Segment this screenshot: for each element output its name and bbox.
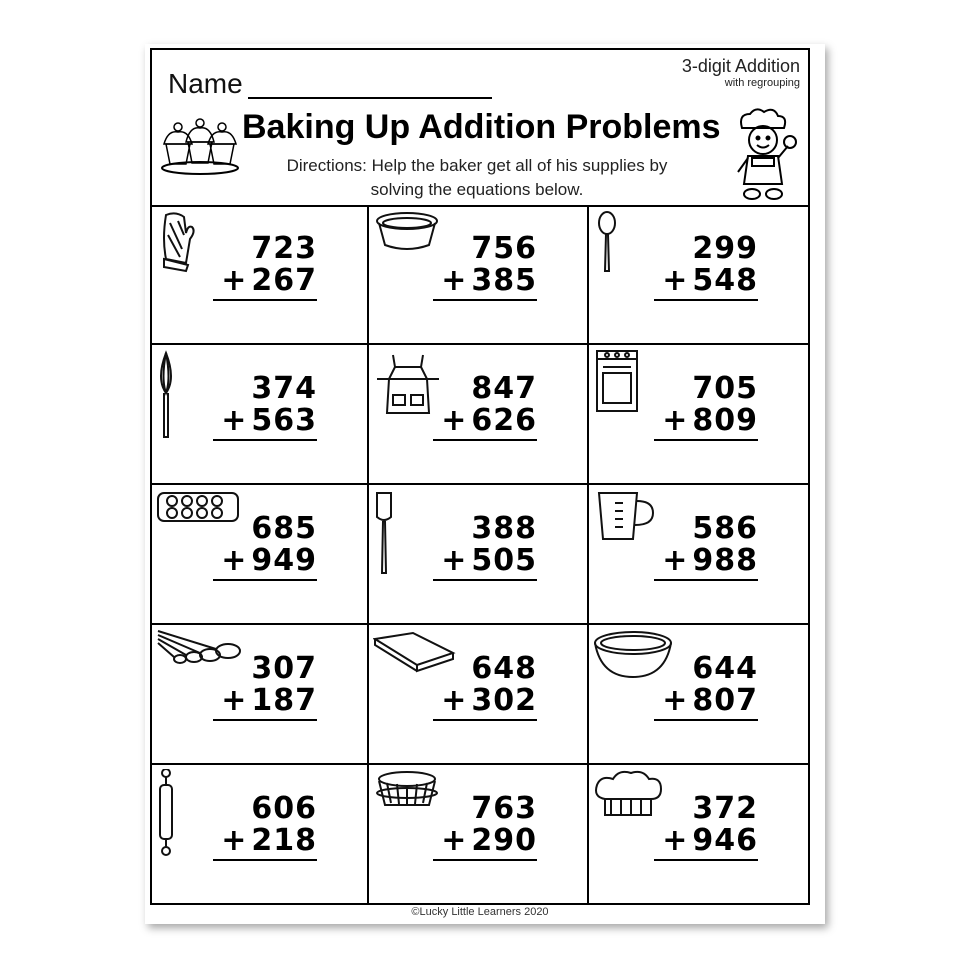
addend-bottom: 302 — [471, 683, 537, 718]
addend-bottom-row — [213, 545, 317, 581]
plus-sign: + — [441, 823, 468, 858]
addend-bottom-row — [654, 405, 758, 441]
addition-problem — [654, 233, 758, 301]
addition-problem — [433, 373, 537, 441]
problem-cell — [589, 625, 808, 765]
plus-sign: + — [662, 683, 689, 718]
cupcakes-icon — [160, 116, 240, 176]
addend-bottom: 218 — [251, 823, 317, 858]
addition-problem — [654, 793, 758, 861]
plus-sign: + — [221, 543, 248, 578]
problem-cell — [369, 205, 589, 345]
problem-cell — [589, 345, 808, 485]
addition-problem — [433, 513, 537, 581]
addend-top: 723 — [251, 231, 317, 266]
addition-problem — [213, 793, 317, 861]
addend-top: 644 — [692, 651, 758, 686]
topic-label — [682, 56, 800, 89]
page-title: Baking Up Addition Problems — [242, 108, 721, 146]
plus-sign: + — [441, 263, 468, 298]
addend-top: 388 — [471, 511, 537, 546]
addend-bottom-row — [654, 685, 758, 721]
copyright-footer: ©Lucky Little Learners 2020 — [411, 906, 549, 918]
addition-problem — [654, 373, 758, 441]
problem-cell — [369, 485, 589, 625]
addend-bottom: 290 — [471, 823, 537, 858]
directions-line-2: solving the equations below. — [370, 180, 584, 199]
addend-top: 763 — [471, 791, 537, 826]
name-line[interactable] — [248, 97, 492, 99]
addend-bottom-row — [433, 825, 537, 861]
baker-icon — [728, 106, 800, 204]
problem-cell — [369, 345, 589, 485]
plus-sign: + — [221, 403, 248, 438]
addition-problem — [213, 373, 317, 441]
directions-line-1: Directions: Help the baker get all of his supplies by — [286, 156, 668, 175]
addition-problem — [213, 653, 317, 721]
addend-bottom: 946 — [692, 823, 758, 858]
addition-problem — [433, 233, 537, 301]
problem-cell — [589, 765, 808, 905]
addend-bottom-row — [433, 545, 537, 581]
plus-sign: + — [441, 543, 468, 578]
problem-cell — [369, 765, 589, 905]
addend-bottom: 809 — [692, 403, 758, 438]
directions — [252, 154, 702, 202]
problem-cell — [152, 765, 369, 905]
plus-sign: + — [662, 543, 689, 578]
addend-top: 372 — [692, 791, 758, 826]
addend-bottom-row — [213, 685, 317, 721]
addition-problem — [433, 653, 537, 721]
name-label: Name — [168, 68, 243, 99]
plus-sign: + — [221, 823, 248, 858]
addend-top: 586 — [692, 511, 758, 546]
problem-grid — [152, 205, 808, 905]
addend-bottom-row — [433, 265, 537, 301]
plus-sign: + — [662, 263, 689, 298]
addend-bottom-row — [654, 545, 758, 581]
addition-problem — [654, 653, 758, 721]
addend-bottom-row — [433, 405, 537, 441]
addition-problem — [213, 513, 317, 581]
addend-top: 299 — [692, 231, 758, 266]
plus-sign: + — [441, 683, 468, 718]
addend-bottom: 988 — [692, 543, 758, 578]
addend-bottom-row — [654, 825, 758, 861]
plus-sign: + — [441, 403, 468, 438]
addend-top: 374 — [251, 371, 317, 406]
addend-bottom-row — [433, 685, 537, 721]
addend-bottom: 949 — [251, 543, 317, 578]
plus-sign: + — [662, 403, 689, 438]
addend-bottom: 548 — [692, 263, 758, 298]
plus-sign: + — [221, 263, 248, 298]
addend-bottom: 505 — [471, 543, 537, 578]
topic-title: 3-digit Addition — [681, 56, 800, 76]
problem-cell — [589, 485, 808, 625]
addition-problem — [433, 793, 537, 861]
addend-bottom: 807 — [692, 683, 758, 718]
problem-cell — [152, 345, 369, 485]
problem-cell — [152, 205, 369, 345]
plus-sign: + — [662, 823, 689, 858]
addend-top: 606 — [251, 791, 317, 826]
addend-bottom-row — [213, 405, 317, 441]
plus-sign: + — [221, 683, 248, 718]
worksheet — [150, 48, 810, 905]
addition-problem — [654, 513, 758, 581]
addend-bottom-row — [654, 265, 758, 301]
addend-bottom: 626 — [471, 403, 537, 438]
problem-cell — [152, 625, 369, 765]
addend-top: 847 — [471, 371, 537, 406]
topic-subtitle: with regrouping — [724, 77, 800, 89]
addend-bottom: 267 — [251, 263, 317, 298]
addend-top: 685 — [251, 511, 317, 546]
addend-top: 648 — [471, 651, 537, 686]
problem-cell — [152, 485, 369, 625]
worksheet-header — [152, 50, 808, 207]
problem-cell — [369, 625, 589, 765]
addend-bottom: 563 — [251, 403, 317, 438]
addend-bottom: 187 — [251, 683, 317, 718]
addend-top: 756 — [471, 231, 537, 266]
problem-cell — [589, 205, 808, 345]
addend-top: 705 — [692, 371, 758, 406]
addition-problem — [213, 233, 317, 301]
addend-bottom-row — [213, 825, 317, 861]
addend-top: 307 — [251, 651, 317, 686]
addend-bottom-row — [213, 265, 317, 301]
addend-bottom: 385 — [471, 263, 537, 298]
